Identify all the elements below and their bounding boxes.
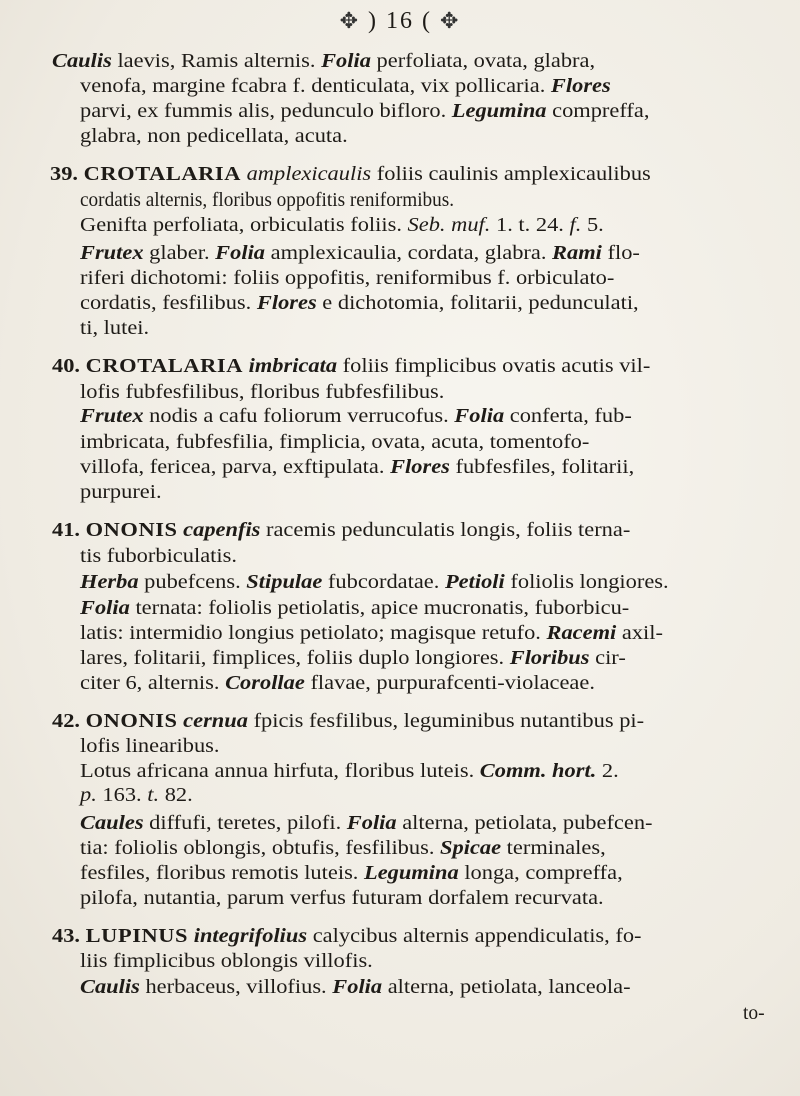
text-line: p. 163. t. 82. bbox=[80, 785, 193, 806]
text-line: parvi, ex fummis alis, pedunculo bifloro. Legumina compreffa, bbox=[80, 101, 650, 122]
text-line: Folia ternata: foliolis petiolatis, apice mucronatis, fuborbicu- bbox=[80, 598, 630, 619]
text-line: Caules diffufi, teretes, pilofi. Folia alterna, petiolata, pubefcen- bbox=[80, 813, 653, 834]
text-line: liis fimplicibus oblongis villofis. bbox=[80, 951, 373, 972]
text-line: lofis linearibus. bbox=[80, 736, 220, 757]
text-line: cordatis, fesfilibus. Flores e dichotomia, folitarii, pedunculati, bbox=[80, 293, 639, 314]
page-number: ) 16 ( bbox=[368, 8, 432, 34]
text-line: citer 6, alternis. Corollae flavae, purpurafcenti-violaceae. bbox=[80, 673, 595, 694]
text-line: Lotus africana annua hirfuta, floribus luteis. Comm. hort. 2. bbox=[80, 761, 619, 782]
text-line: latis: intermidio longius petiolato; magisque retufo. Racemi axil- bbox=[80, 623, 663, 644]
fleuron-right-icon: ✥ bbox=[439, 8, 461, 33]
text-line: ti, lutei. bbox=[80, 318, 150, 339]
text-line: imbricata, fubfesfilia, fimplicia, ovata, acuta, tomentofo- bbox=[80, 432, 590, 453]
text-line: Herba pubefcens. Stipulae fubcordatae. Petioli foliolis longiores. bbox=[80, 572, 669, 593]
text-line: 41. ONONIS capenfis racemis pedunculatis longis, foliis terna- bbox=[52, 520, 631, 541]
text-line: 39. CROTALARIA amplexicaulis foliis caulinis amplexicaulibus bbox=[50, 164, 651, 185]
text-line: Caulis laevis, Ramis alternis. Folia perfoliata, ovata, glabra, bbox=[52, 51, 596, 72]
text-line: Caulis herbaceus, villofius. Folia alterna, petiolata, lanceola- bbox=[80, 977, 631, 998]
text-line: tis fuborbiculatis. bbox=[80, 546, 237, 567]
text-line: lares, folitarii, fimplices, foliis duplo longiores. Floribus cir- bbox=[80, 648, 626, 669]
text-line: riferi dichotomi: foliis oppofitis, reniformibus f. orbiculato- bbox=[80, 268, 615, 289]
text-line: Frutex nodis a cafu foliorum verrucofus. Folia conferta, fub- bbox=[80, 406, 632, 427]
text-line: tia: foliolis oblongis, obtufis, fesfilibus. Spicae terminales, bbox=[80, 838, 606, 859]
text-line: cordatis alternis, floribus oppofitis reniformibus. bbox=[80, 190, 455, 211]
text-line: fesfiles, floribus remotis luteis. Legumina longa, compreffa, bbox=[80, 863, 623, 884]
page-header bbox=[0, 8, 800, 35]
text-line: villofa, fericea, parva, exftipulata. Flores fubfesfiles, folitarii, bbox=[80, 457, 635, 478]
text-line: venofa, margine fcabra f. denticulata, vix pollicaria. Flores bbox=[80, 76, 611, 97]
text-line: 40. CROTALARIA imbricata foliis fimplicibus ovatis acutis vil- bbox=[52, 356, 651, 377]
text-line: glabra, non pedicellata, acuta. bbox=[80, 126, 348, 147]
text-line: to- bbox=[743, 1003, 765, 1024]
text-line: purpurei. bbox=[80, 482, 162, 503]
text-line: Genifta perfoliata, orbiculatis foliis. Seb. muf. 1. t. 24. f. 5. bbox=[80, 215, 604, 236]
fleuron-left-icon: ✥ bbox=[339, 8, 360, 33]
text-line: pilofa, nutantia, parum verfus futuram dorfalem recurvata. bbox=[80, 888, 604, 909]
text-line: Frutex glaber. Folia amplexicaulia, cordata, glabra. Rami flo- bbox=[80, 243, 640, 264]
text-line: 42. ONONIS cernua fpicis fesfilibus, leguminibus nutantibus pi- bbox=[52, 711, 645, 732]
text-line: lofis fubfesfilibus, floribus fubfesfilibus. bbox=[80, 382, 445, 403]
text-line: 43. LUPINUS integrifolius calycibus alternis appendiculatis, fo- bbox=[52, 926, 642, 947]
